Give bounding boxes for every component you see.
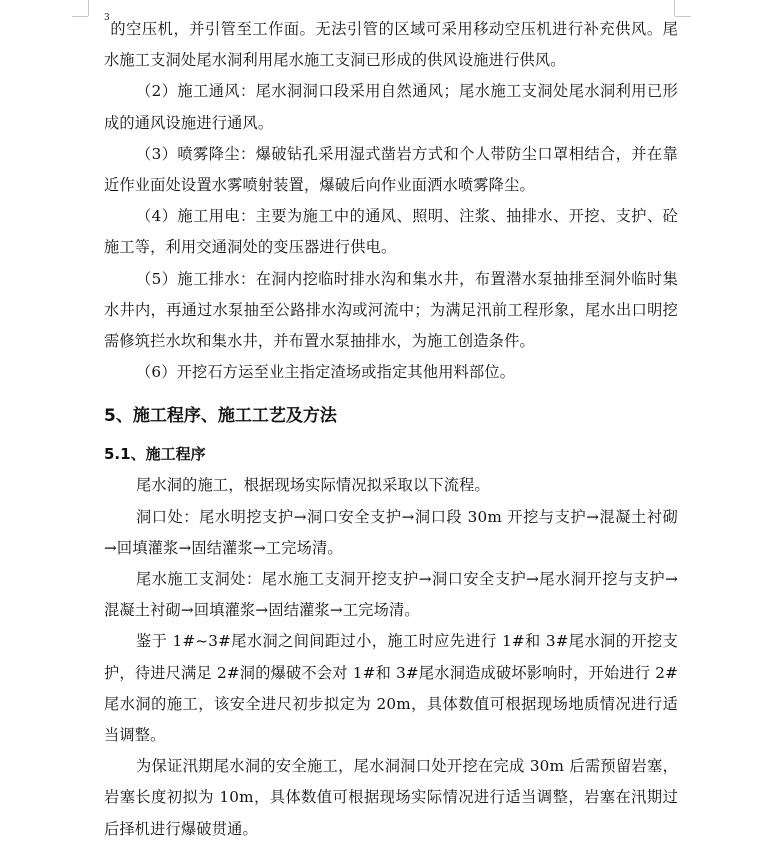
paragraph-power-supply: （4）施工用电：主要为施工中的通风、照明、注浆、抽排水、开挖、支护、砼施工等，利用交通洞处的变压器进行供电。 bbox=[104, 207, 678, 257]
paragraph-spacing-note: 鉴于 1#~3#尾水洞之间间距过小，施工时应先进行 1#和 3#尾水洞的开挖支护，待进尺满足 2#洞的爆破不会对 1#和 3#尾水洞造成破坏影响时，开始进行 2#尾水洞的施工，该安全进尺初步拟定为 20m，具体数值可根据现场地质情况进行适当调整。 bbox=[104, 632, 678, 745]
crop-mark-top-left-vertical bbox=[88, 0, 89, 16]
document-body bbox=[104, 14, 678, 845]
section-heading: 5、施工程序、施工工艺及方法 bbox=[104, 406, 337, 427]
crop-mark-top-left-horizontal bbox=[72, 16, 88, 17]
paragraph-ventilation: （2）施工通风：尾水洞洞口段采用自然通风；尾水施工支洞处尾水洞利用已形成的通风设施进行通风。 bbox=[104, 82, 678, 132]
paragraph-rock-plug: 为保证汛期尾水洞的安全施工，尾水洞洞口处开挖在完成 30m 后需预留岩塞，岩塞长度初拟为 10m，具体数值可根据现场实际情况进行适当调整，岩塞在汛期过后择机进行爆破贯通。 bbox=[104, 757, 678, 838]
paragraph-adit-flow: 尾水施工支洞处：尾水施工支洞开挖支护→洞口安全支护→尾水洞开挖与支护→混凝土衬砌→回填灌浆→固结灌浆→工完场清。 bbox=[104, 570, 678, 620]
paragraph-spoil-transport: （6）开挖石方运至业主指定渣场或指定其他用料部位。 bbox=[136, 363, 516, 382]
paragraph-dust-suppression: （3）喷雾降尘：爆破钻孔采用湿式凿岩方式和个人带防尘口罩相结合，并在靠近作业面处设置水雾喷射装置，爆破后向作业面洒水喷雾降尘。 bbox=[104, 144, 678, 195]
paragraph-drainage: （5）施工排水：在洞内挖临时排水沟和集水井，布置潜水泵抽排至洞外临时集水井内，再通过水泵抽至公路排水沟或河流中；为满足汛前工程形象，尾水出口明挖需修筑拦水坎和集水井，并布置水泵抽排水，为施工创造条件。 bbox=[104, 269, 678, 351]
paragraph-text: 的空压机，并引管至工作面。无法引管的区域可采用移动空压机进行补充供风。尾水施工支洞处尾水洞利用尾水施工支洞已形成的供风设施进行供风。 bbox=[104, 20, 678, 70]
subsection-heading: 5.1、施工程序 bbox=[104, 445, 206, 464]
paragraph-procedure-intro: 尾水洞的施工，根据现场实际情况拟采取以下流程。 bbox=[136, 476, 490, 495]
superscript-fragment: 3 bbox=[104, 13, 110, 23]
paragraph-portal-flow: 洞口处：尾水明挖支护→洞口安全支护→洞口段 30m 开挖与支护→混凝土衬砌→回填灌浆→固结灌浆→工完场清。 bbox=[104, 507, 678, 557]
paragraph-continued bbox=[104, 14, 678, 76]
